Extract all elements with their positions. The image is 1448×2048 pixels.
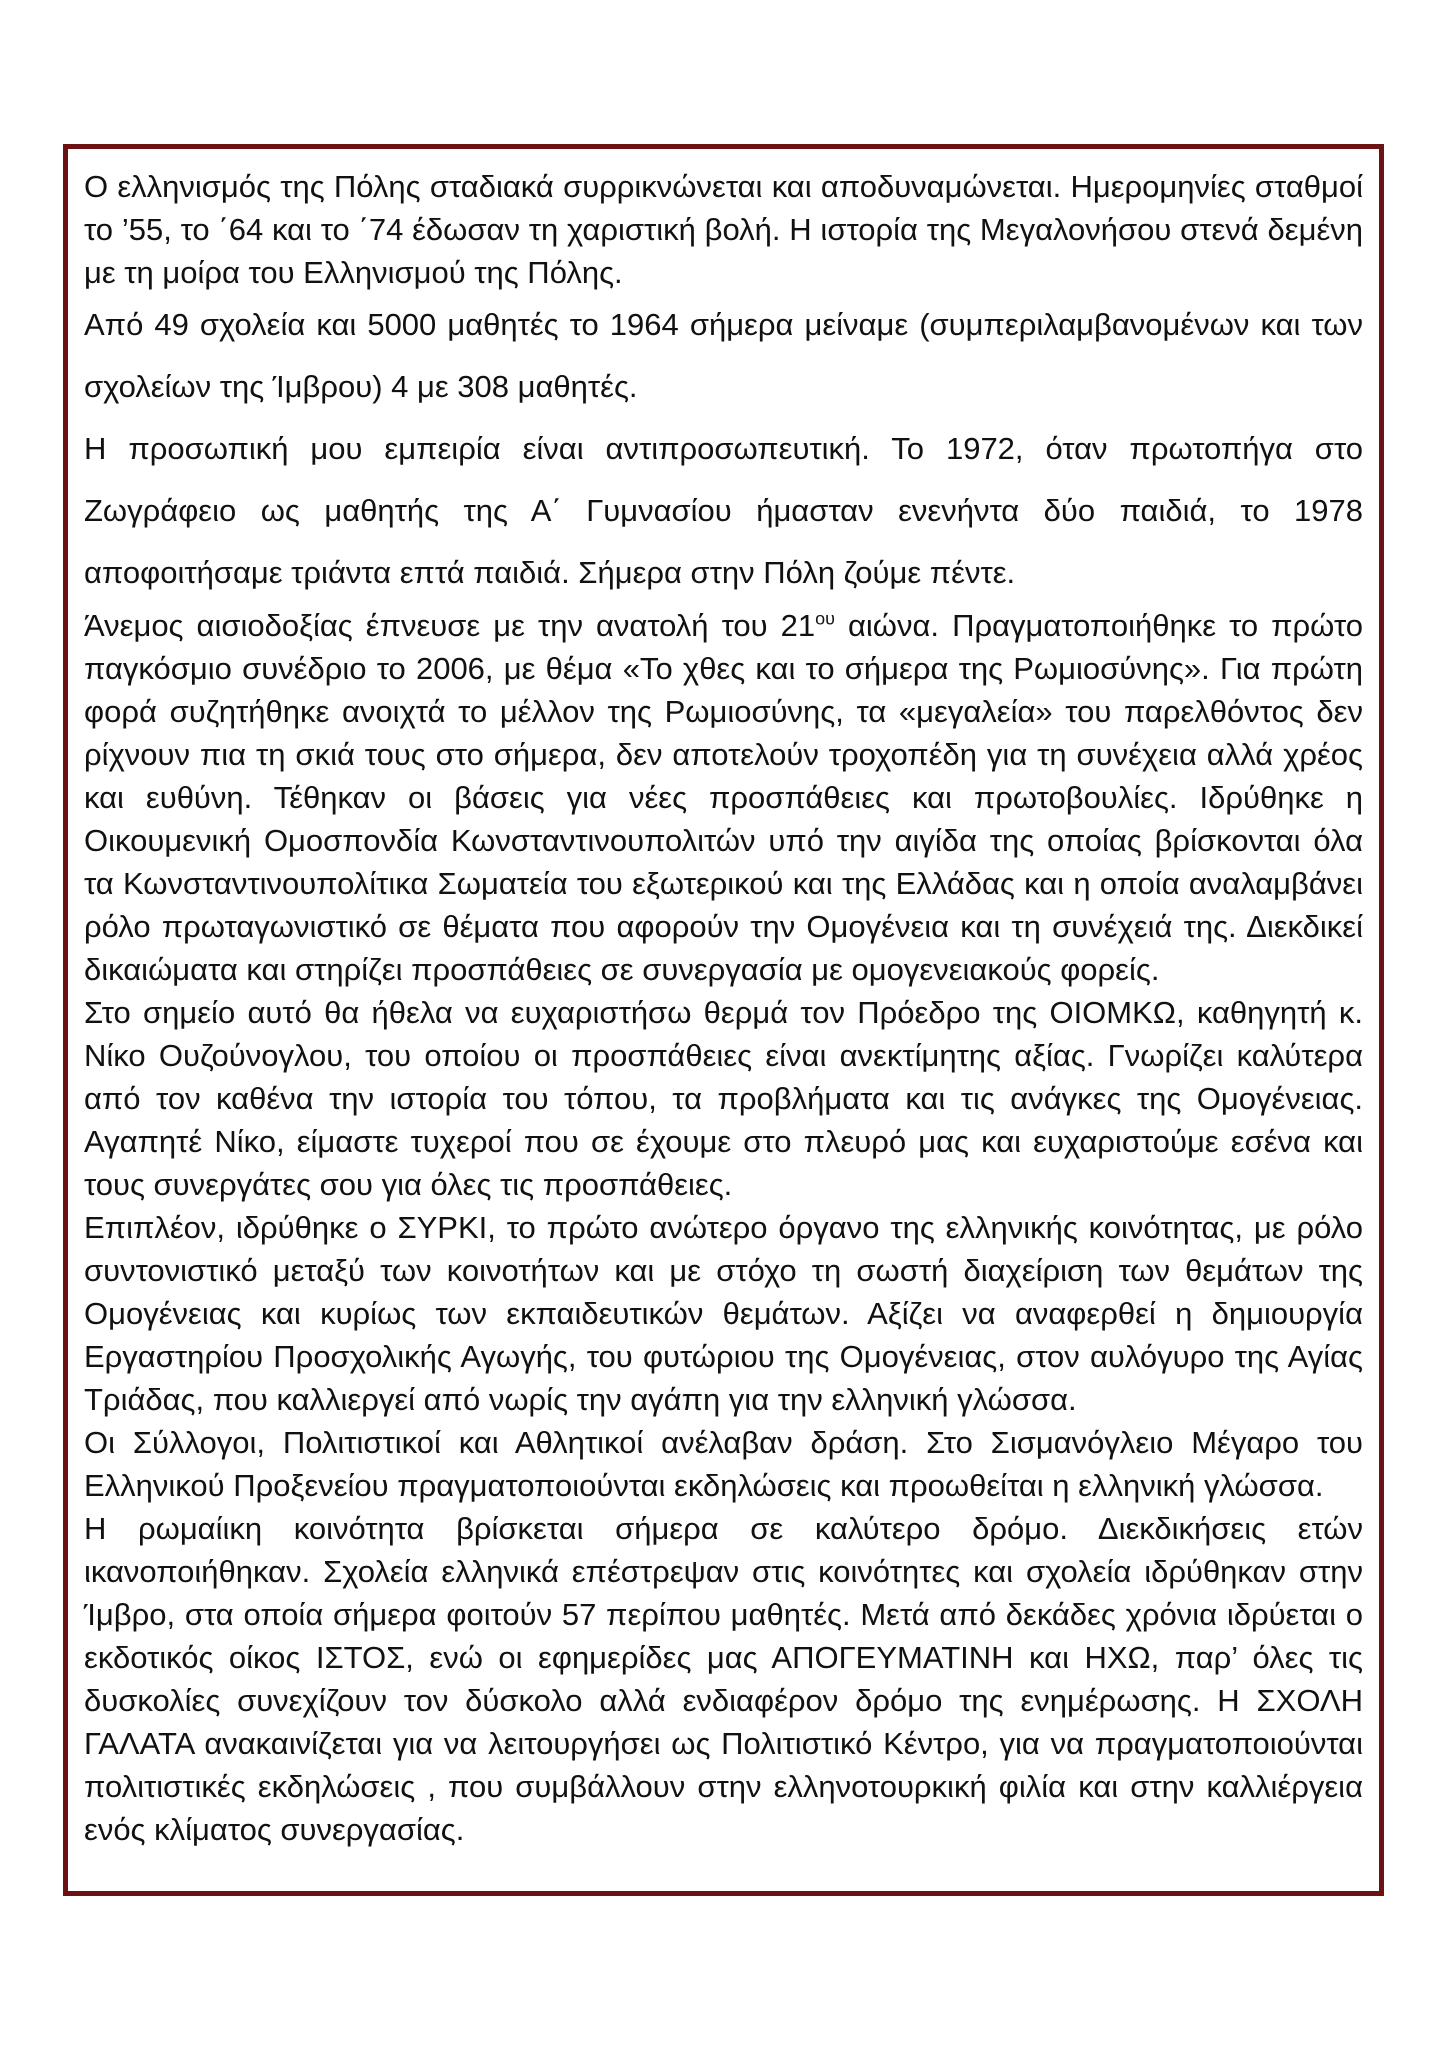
- paragraph-personal-experience: Η προσωπική μου εμπειρία είναι αντιπροσωπευτική. Το 1972, όταν πρωτοπήγα στο Ζωγράφειο ως μαθητής της Α΄ Γυμνασίου ήμασταν ενενήντα δύο παιδιά, το 1978 αποφοιτήσαμε τριάντα επτά παιδιά. Σήμερα στην Πόλη ζούμε πέντε.: [84, 431, 1363, 590]
- paragraph-optimism-text-start: Άνεμος αισιοδοξίας έπνευσε με την ανατολή του 21: [84, 608, 816, 643]
- paragraph-associations: Οι Σύλλογοι, Πολιτιστικοί και Αθλητικοί ανέλαβαν δράση. Στο Σισμανόγλειο Μέγαρο του Ελληνικού Προξενείου πραγματοποιούνται εκδηλώσεις και προωθείται η ελληνική γλώσσα.: [84, 1425, 1363, 1503]
- bordered-text-box: [63, 144, 1384, 1896]
- paragraph-optimism-federation: [84, 604, 1363, 991]
- paragraph-community-today: Η ρωμαίικη κοινότητα βρίσκεται σήμερα σε καλύτερο δρόμο. Διεκδικήσεις ετών ικανοποιήθηκαν. Σχολεία ελληνικά επέστρεψαν στις κοινότητες και σχολεία ιδρύθηκαν στην Ίμβρο, στα οποία σήμερα φοιτούν 57 περίπου μαθητές. Μετά από δεκάδες χρόνια ιδρύεται ο εκδοτικός οίκος ΙΣΤΟΣ, ενώ οι εφημερίδες μας ΑΠΟΓΕΥΜΑΤΙΝΗ και ΗΧΩ, παρ’ όλες τις δυσκολίες συνεχίζουν τον δύσκολο αλλά ενδιαφέρον δρόμο της ενημέρωσης. Η ΣΧΟΛΗ ΓΑΛΑΤΑ ανακαινίζεται για να λειτουργήσει ως Πολιτιστικό Κέντρο, για να πραγματοποιούνται πολιτιστικές εκδηλώσεις , που συμβάλλουν στην ελληνοτουρκική φιλία και στην καλλιέργεια ενός κλίματος συνεργασίας.: [84, 1511, 1363, 1847]
- ordinal-superscript: ου: [815, 608, 835, 629]
- paragraph-schools-1964: Από 49 σχολεία και 5000 μαθητές το 1964 σήμερα μείναμε (συμπεριλαμβανομένων και των σχολείων της Ίμβρου) 4 με 308 μαθητές.: [84, 307, 1363, 404]
- paragraph-thanks-president: Στο σημείο αυτό θα ήθελα να ευχαριστήσω θερμά τον Πρόεδρο της ΟΙΟΜΚΩ, καθηγητή κ. Νίκο Ουζούνογλου, του οποίου οι προσπάθειες είναι ανεκτίμητης αξίας. Γνωρίζει καλύτερα από τον καθένα την ιστορία του τόπου, τα προβλήματα και τις ανάγκες της Ομογένειας. Αγαπητέ Νίκο, είμαστε τυχεροί που σε έχουμε στο πλευρό μας και ευχαριστούμε εσένα και τους συνεργάτες σου για όλες τις προσπάθειες.: [84, 995, 1363, 1202]
- paragraph-syrki-education: Επιπλέον, ιδρύθηκε ο ΣΥΡΚΙ, το πρώτο ανώτερο όργανο της ελληνικής κοινότητας, με ρόλο συντονιστικό μεταξύ των κοινοτήτων και με στόχο τη σωστή διαχείριση των θεμάτων της Ομογένειας και κυρίως των εκπαιδευτικών θεμάτων. Αξίζει να αναφερθεί η δημιουργία Εργαστηρίου Προσχολικής Αγωγής, του φυτώριου της Ομογένειας, στον αυλόγυρο της Αγίας Τριάδας, που καλλιεργεί από νωρίς την αγάπη για την ελληνική γλώσσα.: [84, 1210, 1363, 1417]
- paragraph-optimism-text-rest: αιώνα. Πραγματοποιήθηκε το πρώτο παγκόσμιο συνέδριο το 2006, με θέμα «Το χθες και το σήμερα της Ρωμιοσύνης». Για πρώτη φορά συζητήθηκε ανοιχτά το μέλλον της Ρωμιοσύνης, τα «μεγαλεία» του παρελθόντος δεν ρίχνουν πια τη σκιά τους στο σήμερα, δεν αποτελούν τροχοπέδη για τη συνέχεια αλλά χρέος και ευθύνη. Τέθηκαν οι βάσεις για νέες προσπάθειες και πρωτοβουλίες. Ιδρύθηκε η Οικουμενική Ομοσπονδία Κωνσταντινουπολιτών υπό την αιγίδα της οποίας βρίσκονται όλα τα Κωνσταντινουπολίτικα Σωματεία του εξωτερικού και της Ελλάδας και η οποία αναλαμβάνει ρόλο πρωταγωνιστικό σε θέματα που αφορούν την Ομογένεια και τη συνέχειά της. Διεκδικεί δικαιώματα και στηρίζει προσπάθειες σε συνεργασία με ομογενειακούς φορείς.: [84, 608, 1363, 987]
- paragraph-hellenism-shrinking: Ο ελληνισμός της Πόλης σταδιακά συρρικνώνεται και αποδυναμώνεται. Ημερομηνίες σταθμοί το ’55, το ΄64 και το ΄74 έδωσαν τη χαριστική βολή. Η ιστορία της Μεγαλονήσου στενά δεμένη με τη μοίρα του Ελληνισμού της Πόλης.: [84, 169, 1363, 290]
